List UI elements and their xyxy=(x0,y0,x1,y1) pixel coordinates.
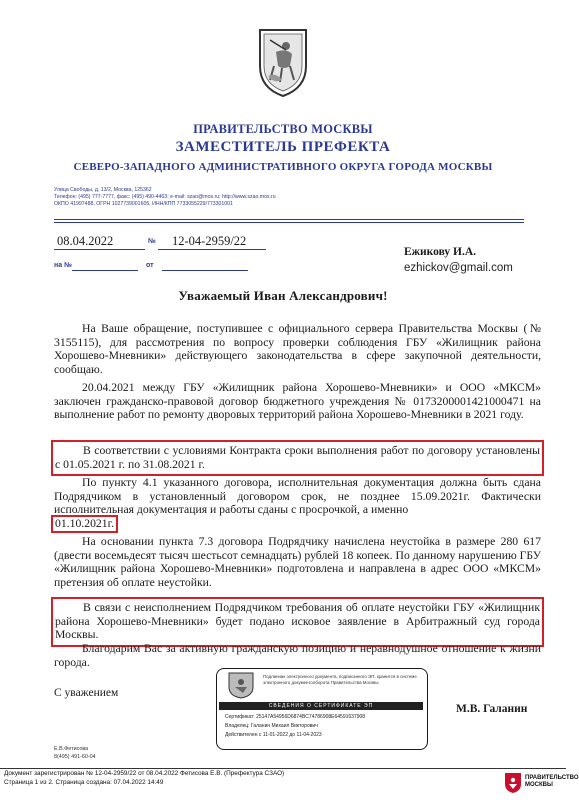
executor-phone: 8(495) 491-60-04 xyxy=(54,753,96,760)
from-blank xyxy=(162,270,248,271)
moscow-government-logo-icon xyxy=(504,772,522,794)
number-label: № xyxy=(148,238,156,245)
logo-line-1: ПРАВИТЕЛЬСТВО xyxy=(525,775,579,781)
document-date: 08.04.2022 xyxy=(54,234,145,250)
executor-info xyxy=(54,746,96,761)
e-signature-stamp xyxy=(216,668,428,750)
registration-footer xyxy=(4,770,474,787)
paragraph-4: По пункту 4.1 указанного договора, исполнительная документация должна быть сдана Подрядчиком в установленный договором срок, не позднее 15.09.2021г. Фактически исполнительная документация и работы сданы с просрочкой, а именно xyxy=(54,476,541,516)
in-reply-label: на № xyxy=(54,262,72,269)
certificate-owner: Владелец: Галанин Михаил Викторович xyxy=(225,723,318,729)
recipient-email: ezhickov@gmail.com xyxy=(404,262,513,274)
header-divider-thin xyxy=(54,222,524,223)
certificate-validity: Действителен с 11-01-2022 до 11-04-2023 xyxy=(225,732,322,738)
paragraph-5: На основании пункта 7.3 договора Подрядчику начислена неустойка в размере 280 617 (двести восемьдесят тысяч шестьсот семнадцать) рублей 18 копеек. По данному нарушению ГБУ «Жилищник района Хорошево-Мневники» подготовлена и направлена в адрес ООО «МКСМ» претензия об оплате неустойки. xyxy=(54,535,541,589)
highlight-lawsuit: В связи с неисполнением Подрядчиком требования об оплате неустойки ГБУ «Жилищник района Хорошево-Мневники» будет подано исковое заявление в Арбитражный суд города Москвы. xyxy=(51,597,544,647)
highlight-contract-terms: В соответствии с условиями Контракта сроки выполнения работ по договору установлены с 01.05.2021 г. по 31.08.2021 г. xyxy=(51,440,544,476)
paragraph-1: На Ваше обращение, поступившее с официального сервера Правительства Москвы (№ 3155115), для рассмотрения по вопросу проверки соблюдения ГБУ «Жилищник района Хорошево-Мневники» действующего законодательства в сфере закупочной деятельности, сообщаю. xyxy=(54,322,541,376)
in-reply-blank xyxy=(72,270,138,271)
certificate-id: Сертификат: 25147A54956D6874BC74786908E64591637908 xyxy=(225,714,366,720)
closing-phrase: С уважением xyxy=(54,687,119,699)
government-name: ПРАВИТЕЛЬСТВО МОСКВЫ xyxy=(193,122,373,136)
signer-name: М.В. Галанин xyxy=(456,703,528,715)
paragraph-7: Благодарим Вас за активную гражданскую позицию и неравнодушное отношение к жизни города. xyxy=(54,642,541,669)
document-number: 12-04-2959/22 xyxy=(158,234,266,250)
office-title: ЗАМЕСТИТЕЛЬ ПРЕФЕКТА xyxy=(175,139,391,155)
logo-line-2: МОСКВЫ xyxy=(525,782,553,788)
stamp-certificate-heading: СВЕДЕНИЯ О СЕРТИФИКАТЕ ЭП xyxy=(219,702,423,710)
page-info-line: Страница 1 из 2. Страница создана: 07.04.2022 14:49 xyxy=(4,778,164,786)
stamp-note: Подлинник электронного документа, подписанного ЭП, хранится в системе электронного документооборота Правительства Москвы xyxy=(263,674,417,685)
recipient-name: Ежикову И.А. xyxy=(404,246,477,258)
highlight-actual-date: 01.10.2021г. xyxy=(51,515,118,533)
header-divider xyxy=(54,219,524,220)
greeting: Уважаемый Иван Александрович! xyxy=(178,288,388,303)
stamp-certificate-details xyxy=(225,713,423,740)
footer-logo-text xyxy=(525,775,579,789)
contacts-line: Телефон: (495) 777-7777, факс: (495) 490-4463; e-mail: szao@mos.ru; http://www.szao.mos.ru xyxy=(54,194,276,200)
office-contacts xyxy=(54,187,494,208)
executor-name: Е.В.Фетисова xyxy=(54,746,89,752)
district-name: СЕВЕРО-ЗАПАДНОГО АДМИНИСТРАТИВНОГО ОКРУГА ГОРОДА МОСКВЫ xyxy=(73,161,493,173)
registration-line: Документ зарегистрирован № 12-04-2959/22 от 08.04.2022 Фетисова Е.В. (Префектура СЗАО) xyxy=(4,770,285,777)
moscow-coat-of-arms-icon xyxy=(256,26,310,98)
registry-codes-line: ОКПО 41997488, ОГРН 1027739001605, ИНН/КПП 7733055229/773301001 xyxy=(54,201,233,207)
from-label: от xyxy=(146,262,154,269)
paragraph-2: 20.04.2021 между ГБУ «Жилищник района Хорошево-Мневники» и ООО «МКСМ» заключен гражданско-правовой договор бюджетного учреждения № 0173200001421000471 на выполнение работ по ремонту дворовых территорий района Хорошево-Мневники в 2021 году. xyxy=(54,381,541,421)
footer-divider xyxy=(0,768,566,769)
address-line: Улица Свободы, д. 13/2, Москва, 125362 xyxy=(54,187,152,193)
